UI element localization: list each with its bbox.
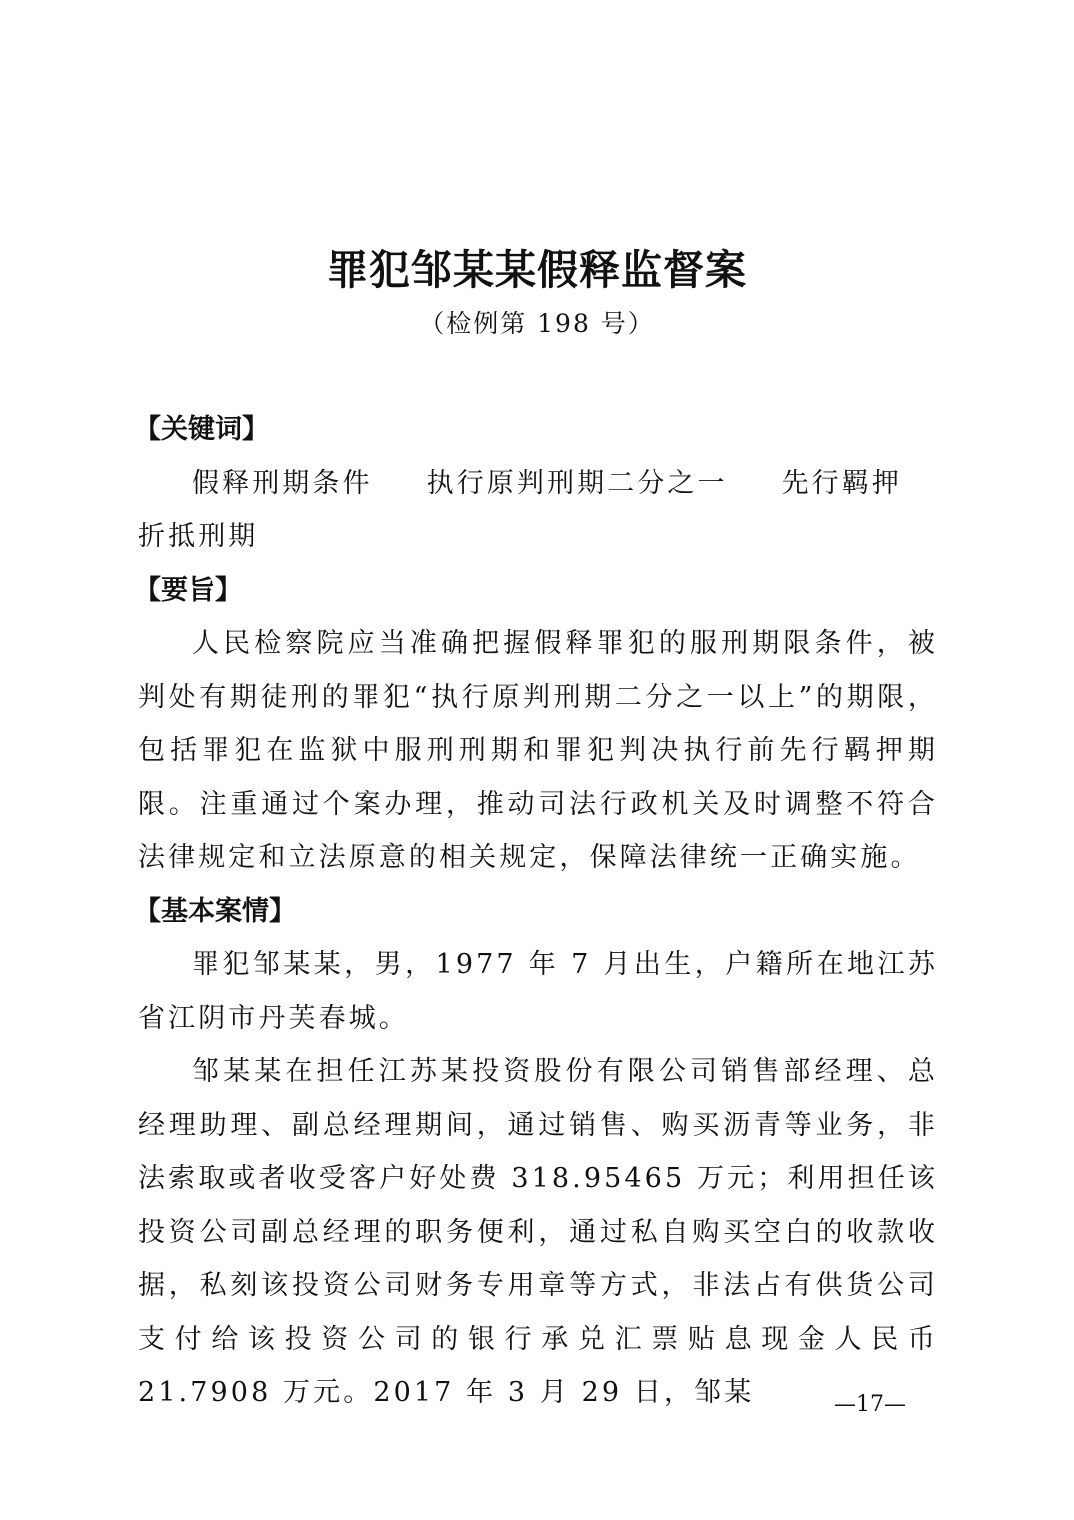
page-number: —17— — [834, 1392, 906, 1417]
facts-heading: 【基本案情】 — [134, 895, 296, 927]
keyword: 执行原判刑期二分之一 — [426, 467, 728, 499]
gist-heading: 【要旨】 — [134, 574, 242, 606]
facts-paragraph: 邹某某在担任江苏某投资股份有限公司销售部经理、总经理助理、副总经理期间，通过销售、购买沥青等业务，非法索取或者收受客户好处费 318.95465 万元；利用担任该投资公司副总经理的职务便利，通过私自购买空白的收款收据，私刻该投资公司财务专用章等方式，非法占有供货公司支付给该投资公司的银行承兑汇票贴息现金人民币 21.7908 万元。2017 年 3 月 29 日，邹某 — [138, 1056, 938, 1408]
facts-paragraph: 罪犯邹某某，男，1977 年 7 月出生，户籍所在地江苏省江阴市丹芙春城。 — [138, 949, 938, 1034]
keyword: 折抵刑期 — [138, 521, 259, 552]
document-title: 罪犯邹某某假释监督案 — [327, 246, 747, 294]
keywords-list — [138, 457, 938, 564]
keyword: 先行羁押 — [781, 467, 903, 499]
gist-paragraph: 人民检察院应当准确把握假释罪犯的服刑期限条件，被判处有期徒刑的罪犯“执行原判刑期二分之一以上”的期限，包括罪犯在监狱中服刑刑期和罪犯判决执行前先行羁押期限。注重通过个案办理，推动司法行政机关及时调整不符合法律规定和立法原意的相关规定，保障法律统一正确实施。 — [138, 628, 938, 873]
document-body — [134, 403, 938, 1420]
keyword: 假释刑期条件 — [192, 467, 373, 499]
case-number-subtitle: （检例第 198 号） — [419, 309, 655, 338]
keywords-heading: 【关键词】 — [134, 414, 269, 445]
